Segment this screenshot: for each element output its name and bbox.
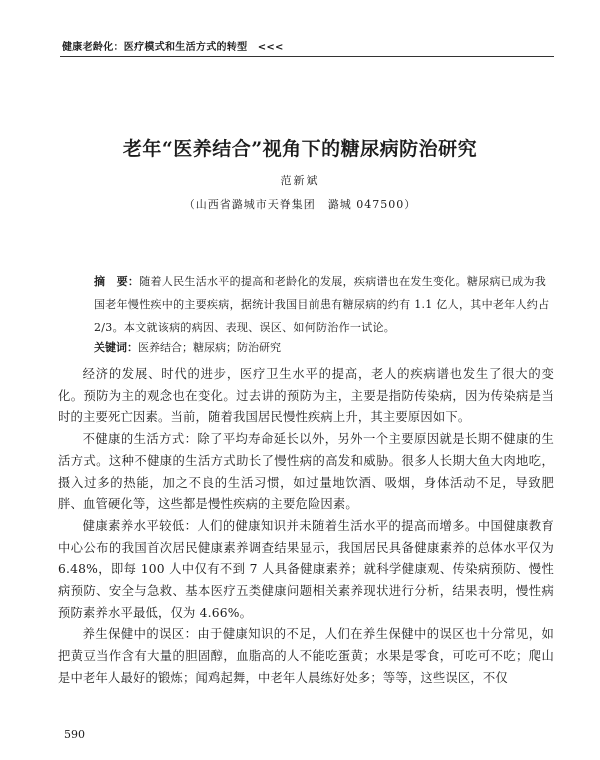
author-affiliation: （山西省潞城市天脊集团 潞城 047500）: [183, 198, 417, 211]
abstract: [94, 270, 550, 339]
body-paragraph: 健康素养水平较低：人们的健康知识并未随着生活水平的提高而增多。中国健康教育中心公布的我国首次居民健康素养调查结果显示，我国居民具备健康素养的总体水平仅为 6.48%，即每 100 人中仅有不到 7 人具备健康素养；就科学健康观、传染病预防、慢性病预防、安全与急救、基本医疗五类健康问题相关素养现状进行分析，结果表明，慢性病预防素养水平最低，仅为 4.66%。: [58, 518, 554, 620]
running-head: 健康老龄化：医疗模式和生活方式的转型 <<<: [62, 42, 284, 53]
page-number: 590: [64, 728, 85, 741]
body-paragraph: 不健康的生活方式：除了平均寿命延长以外，另外一个主要原因就是长期不健康的生活方式。这种不健康的生活方式助长了慢性病的高发和威胁。很多人长期大鱼大肉地吃，摄入过多的热能，加之不良的生活习惯，如过量地饮酒、吸烟，身体活动不足，导致肥胖、血管硬化等，这些都是慢性疾病的主要危险因素。: [58, 432, 554, 512]
body-paragraph: 经济的发展、时代的进步，医疗卫生水平的提高，老人的疾病谱也发生了很大的变化。预防为主的观念也在变化。过去讲的预防为主，主要是指防传染病，因为传染病是当时的主要死亡因素。当前，随着我国居民慢性疾病上升，其主要原因如下。: [58, 367, 554, 425]
keywords: [94, 340, 550, 356]
article-body: [58, 364, 554, 690]
abstract-text: 随着人民生活水平的提高和老龄化的发展，疾病谱也在发生变化。糖尿病已成为我国老年慢性疾中的主要疾病，据统计我国目前患有糖尿病的约有 1.1 亿人，其中老年人约占 2/3。本文就该病的病因、表现、误区、如何防治作一试论。: [94, 275, 550, 334]
author-name: 范新斌: [280, 174, 320, 187]
keywords-label: 关键词：: [94, 341, 138, 354]
body-paragraph: 养生保健中的误区：由于健康知识的不足，人们在养生保健中的误区也十分常见，如把黄豆当作含有大量的胆固醇，血脂高的人不能吃蛋黄；水果是零食，可吃可不吃；爬山是中老年人最好的锻炼；闻鸡起舞，中老年人晨练好处多；等等，这些误区，不仅: [58, 627, 554, 685]
article-title: 老年“医养结合”视角下的糖尿病防治研究: [122, 138, 478, 160]
header-rule: [60, 56, 554, 57]
keywords-text: 医养结合；糖尿病；防治研究: [138, 341, 281, 354]
abstract-label: 摘 要：: [94, 275, 140, 288]
